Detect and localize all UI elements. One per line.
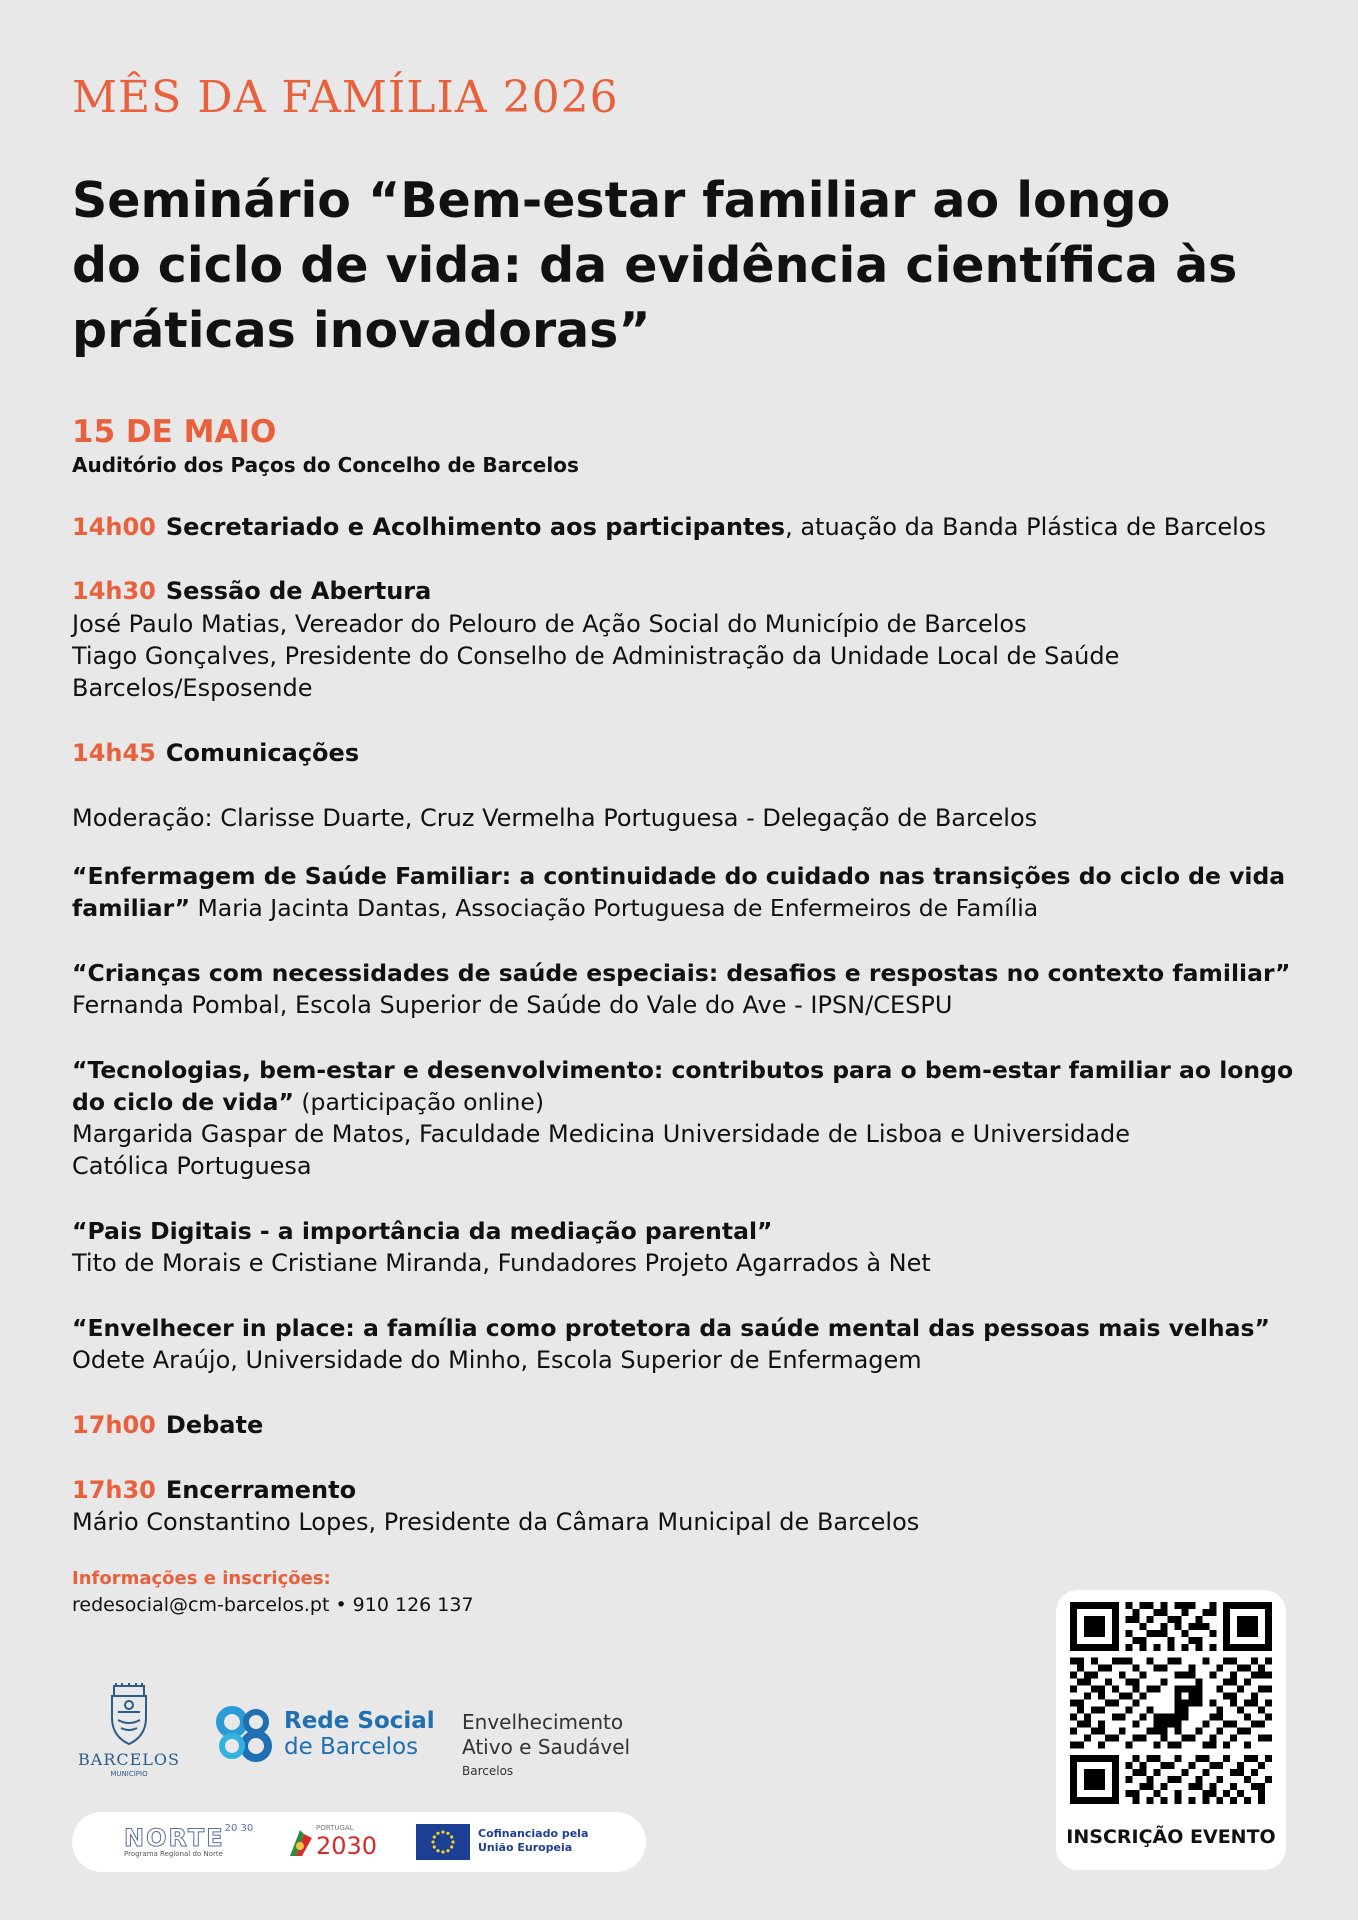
speaker-line: José Paulo Matias, Vereador do Pelouro de Ação Social do Município de Barcelos bbox=[72, 610, 1027, 638]
title-line: práticas inovadoras” bbox=[72, 302, 651, 359]
talk-title-note bbox=[72, 1086, 544, 1118]
talk-speaker: Católica Portuguesa bbox=[72, 1152, 312, 1180]
eu-cofinancing-logo bbox=[416, 1824, 616, 1860]
contact-line[interactable]: redesocial@cm-barcelos.pt • 910 126 137 bbox=[72, 1594, 474, 1616]
series-title: MÊS DA FAMÍLIA 2026 bbox=[72, 72, 619, 123]
talk-speaker: Maria Jacinta Dantas, Associação Portuguesa de Enfermeiros de Família bbox=[190, 894, 1039, 922]
barcelos-wordmark: BARCELOS bbox=[78, 1750, 180, 1769]
schedule-item-closing bbox=[72, 1474, 356, 1506]
barcelos-municipality-logo bbox=[74, 1682, 184, 1778]
portugal-label: PORTUGAL bbox=[316, 1824, 354, 1832]
portugal-flag-icon bbox=[286, 1826, 314, 1860]
event-date: 15 DE MAIO bbox=[72, 414, 277, 450]
session-title: Encerramento bbox=[165, 1476, 357, 1504]
moderation-line: Moderação: Clarisse Duarte, Cruz Vermelha Portuguesa - Delegação de Barcelos bbox=[72, 804, 1038, 832]
funding-logos-strip bbox=[72, 1812, 646, 1872]
title-line: Seminário “Bem-estar familiar ao longo bbox=[72, 172, 1171, 229]
session-title: Sessão de Abertura bbox=[165, 577, 432, 605]
talk-title-speaker bbox=[72, 892, 1038, 924]
norte-year: 20 30 bbox=[224, 1823, 254, 1834]
time-label: 14h45 bbox=[72, 739, 156, 767]
qr-card[interactable] bbox=[1056, 1590, 1286, 1870]
session-title: Secretariado e Acolhimento aos participantes bbox=[165, 513, 786, 541]
talk-title: “Envelhecer in place: a família como protetora da saúde mental das pessoas mais velhas” bbox=[72, 1314, 1270, 1342]
barcelos-subtitle: MUNICÍPIO bbox=[110, 1770, 148, 1778]
talk-speaker: Mário Constantino Lopes, Presidente da Câmara Municipal de Barcelos bbox=[72, 1508, 920, 1536]
talk-title-end: familiar” bbox=[72, 894, 191, 922]
eu-line-2: União Europeia bbox=[478, 1841, 573, 1854]
title-line: do ciclo de vida: da evidência científica às bbox=[72, 237, 1238, 294]
time-label: 17h30 bbox=[72, 1476, 156, 1504]
talk-note: (participação online) bbox=[293, 1088, 545, 1116]
norte-2030-logo bbox=[124, 1824, 253, 1858]
env-line-2: Ativo e Saudável bbox=[462, 1735, 631, 1759]
qr-code-icon[interactable] bbox=[1070, 1602, 1272, 1804]
eu-line-1: Cofinanciado pela bbox=[478, 1827, 589, 1840]
portugal-2030-logo bbox=[286, 1822, 386, 1862]
schedule-item-opening bbox=[72, 575, 431, 607]
rede-social-logo bbox=[214, 1704, 434, 1764]
qr-caption: INSCRIÇÃO EVENTO bbox=[1066, 1826, 1276, 1848]
env-line-1: Envelhecimento bbox=[462, 1710, 624, 1734]
speaker-line: Barcelos/Esposende bbox=[72, 674, 313, 702]
time-label: 14h30 bbox=[72, 577, 156, 605]
talk-speaker: Margarida Gaspar de Matos, Faculdade Medicina Universidade de Lisboa e Universidade bbox=[72, 1120, 1131, 1148]
talk-title: “Crianças com necessidades de saúde especiais: desafios e respostas no contexto familiar” bbox=[72, 959, 1291, 987]
time-label: 14h00 bbox=[72, 513, 156, 541]
info-label: Informações e inscrições: bbox=[72, 1568, 331, 1589]
eu-text bbox=[478, 1827, 588, 1855]
session-title: Debate bbox=[165, 1411, 264, 1439]
event-venue: Auditório dos Paços do Concelho de Barcelos bbox=[72, 453, 579, 477]
norte-wordmark: NORTE bbox=[124, 1824, 225, 1852]
time-label: 17h00 bbox=[72, 1411, 156, 1439]
seminar-title bbox=[72, 168, 1272, 363]
portugal-year: 2030 bbox=[316, 1832, 378, 1860]
schedule-item-communications bbox=[72, 737, 359, 769]
talk-title: “Enfermagem de Saúde Familiar: a continuidade do cuidado nas transições do ciclo de vida bbox=[72, 862, 1286, 890]
talk-speaker: Odete Araújo, Universidade do Minho, Escola Superior de Enfermagem bbox=[72, 1346, 922, 1374]
rede-social-title: Rede Social bbox=[284, 1708, 435, 1734]
talk-title-end: do ciclo de vida” bbox=[72, 1088, 294, 1116]
talk-title: “Pais Digitais - a importância da mediação parental” bbox=[72, 1217, 773, 1245]
barcelos-crest-icon bbox=[74, 1682, 184, 1750]
env-line-3: Barcelos bbox=[462, 1764, 514, 1778]
talk-speaker: Fernanda Pombal, Escola Superior de Saúde do Vale do Ave - IPSN/CESPU bbox=[72, 991, 953, 1019]
envelhecimento-logo bbox=[462, 1710, 630, 1778]
schedule-item-debate bbox=[72, 1409, 263, 1441]
talk-title: “Tecnologias, bem-estar e desenvolvimento: contributos para o bem-estar familiar ao longo bbox=[72, 1056, 1294, 1084]
session-detail: , atuação da Banda Plástica de Barcelos bbox=[785, 513, 1267, 541]
talk-speaker: Tito de Morais e Cristiane Miranda, Fundadores Projeto Agarrados à Net bbox=[72, 1249, 931, 1277]
rede-social-subtitle: de Barcelos bbox=[284, 1734, 419, 1760]
eu-flag-icon bbox=[416, 1824, 470, 1860]
speaker-line: Tiago Gonçalves, Presidente do Conselho de Administração da Unidade Local de Saúde bbox=[72, 642, 1120, 670]
rede-social-symbol-icon bbox=[214, 1704, 274, 1764]
schedule-item-reception bbox=[72, 511, 1266, 543]
norte-subtitle: Programa Regional do Norte bbox=[124, 1850, 223, 1858]
session-title: Comunicações bbox=[165, 739, 360, 767]
